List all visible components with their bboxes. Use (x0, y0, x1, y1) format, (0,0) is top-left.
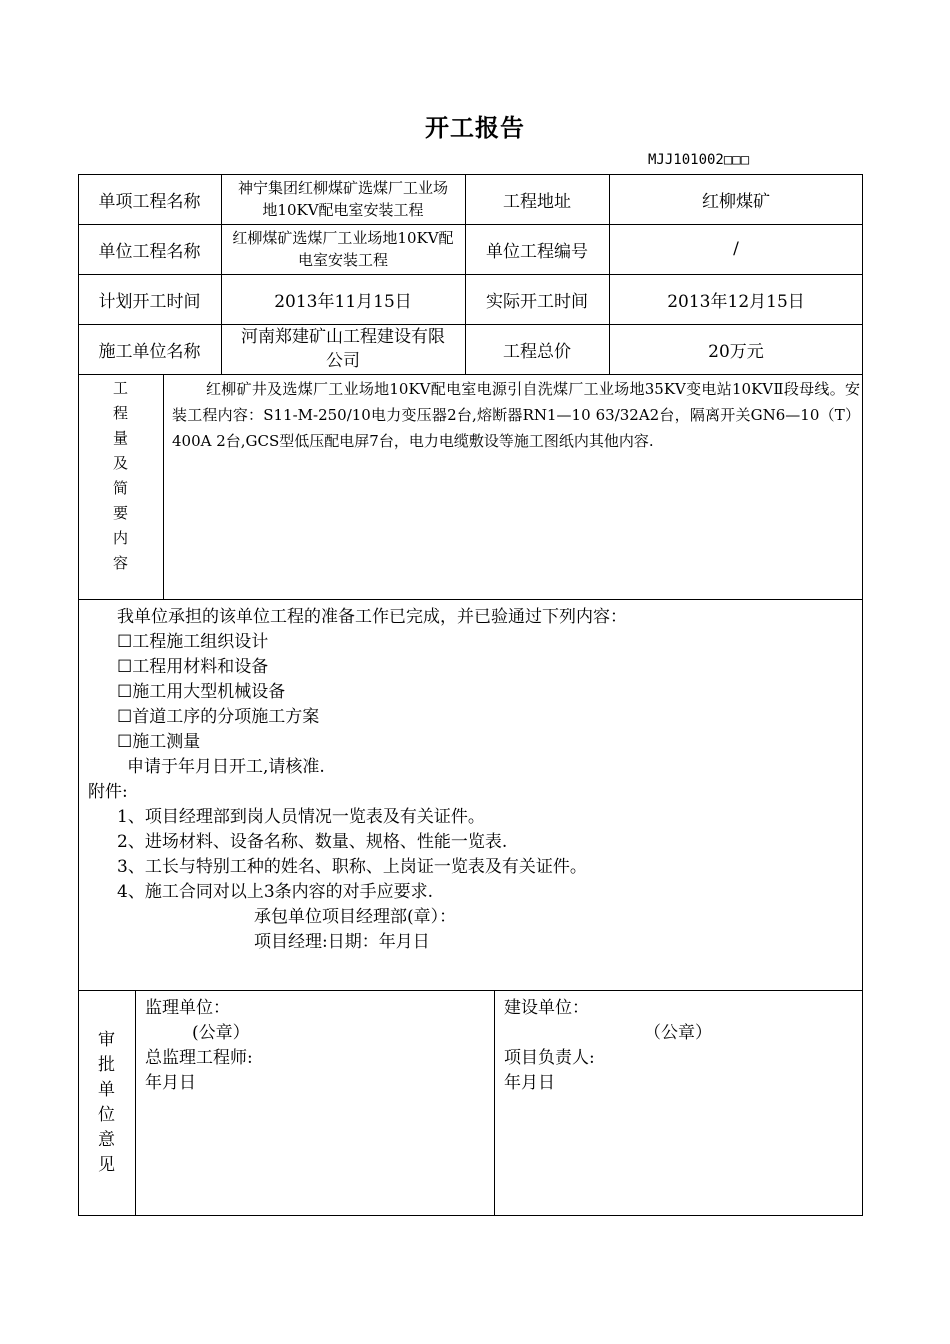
supervisor-date: 年月日 (145, 1073, 196, 1093)
contractor-name-value: 河南郑建矿山工程建设有限公司 (241, 327, 445, 371)
document-number: MJJ101002□□□ (648, 152, 750, 168)
owner-unit: 建设单位： (504, 998, 589, 1018)
total-price-value: 20万元 (708, 341, 764, 362)
checklist-item[interactable]: ☐施工用大型机械设备 (117, 682, 286, 702)
unit-project-number-label: 单位工程编号 (486, 241, 588, 262)
scope-label: 工 程 量 及 简 要 内 容 (112, 379, 128, 572)
supervisor-person: 总监理工程师: (145, 1048, 253, 1068)
planned-start-label: 计划开工时间 (98, 291, 201, 312)
manager-signature: 项目经理:日期：年月日 (254, 932, 430, 952)
owner-person: 项目负责人: (504, 1048, 595, 1068)
readiness-intro: 我单位承担的该单位工程的准备工作已完成，并已验通过下列内容： (117, 607, 627, 627)
checklist-item[interactable]: ☐工程用材料和设备 (117, 657, 269, 677)
attachment-item: 3、工长与特别工种的姓名、职称、上岗证一览表及有关证件。 (117, 857, 587, 877)
supervisor-seal: (公章） (192, 1023, 250, 1043)
approval-label: 审 批 单 位 意 见 (98, 1030, 115, 1175)
planned-start-value: 2013年11月15日 (274, 291, 412, 312)
unit-project-name-label: 单位工程名称 (98, 241, 201, 262)
project-address-value: 红柳煤矿 (702, 191, 770, 212)
contractor-name-label: 施工单位名称 (98, 341, 201, 362)
contractor-signature: 承包单位项目经理部(章）： (254, 907, 457, 927)
total-price-label: 工程总价 (503, 341, 571, 362)
checklist-item[interactable]: ☐首道工序的分项施工方案 (117, 707, 320, 727)
unit-project-name-value: 红柳煤矿选煤厂工业场地10KV配电室安装工程 (232, 229, 454, 269)
checklist-item[interactable]: ☐工程施工组织设计 (117, 632, 269, 652)
page-title: 开工报告 (425, 113, 525, 142)
start-request: 申请于年月日开工,请核准. (127, 757, 325, 777)
attachments-title: 附件: (88, 782, 128, 802)
supervisor-unit: 监理单位： (145, 998, 230, 1018)
project-item-name-label: 单项工程名称 (98, 191, 201, 212)
checklist-item[interactable]: ☐施工测量 (117, 732, 201, 752)
attachment-item: 4、施工合同对以上3条内容的对手应要求. (117, 882, 434, 902)
scope-description: 红柳矿井及选煤厂工业场地10KV配电室电源引自洗煤厂工业场地35KV变电站10KVⅡ段母线。安装工程内容：S11-M-250/10电力变压器2台,熔断器RN1—10 63/32A2台，隔离开关GN6—10（T）400A 2台,GCS型低压配电屏7台，电力电缆敷设等施工图纸内其他内容. (172, 380, 860, 450)
unit-project-number-value: / (733, 239, 739, 259)
actual-start-label: 实际开工时间 (486, 291, 588, 312)
owner-seal: （公章） (644, 1023, 712, 1043)
owner-date: 年月日 (504, 1073, 555, 1093)
attachment-item: 1、项目经理部到岗人员情况一览表及有关证件。 (117, 807, 485, 827)
project-item-name-value: 神宁集团红柳煤矿选煤厂工业场地10KV配电室安装工程 (237, 179, 448, 219)
project-address-label: 工程地址 (503, 191, 571, 212)
attachment-item: 2、进场材料、设备名称、数量、规格、性能一览表. (117, 832, 508, 852)
actual-start-value: 2013年12月15日 (667, 291, 805, 312)
